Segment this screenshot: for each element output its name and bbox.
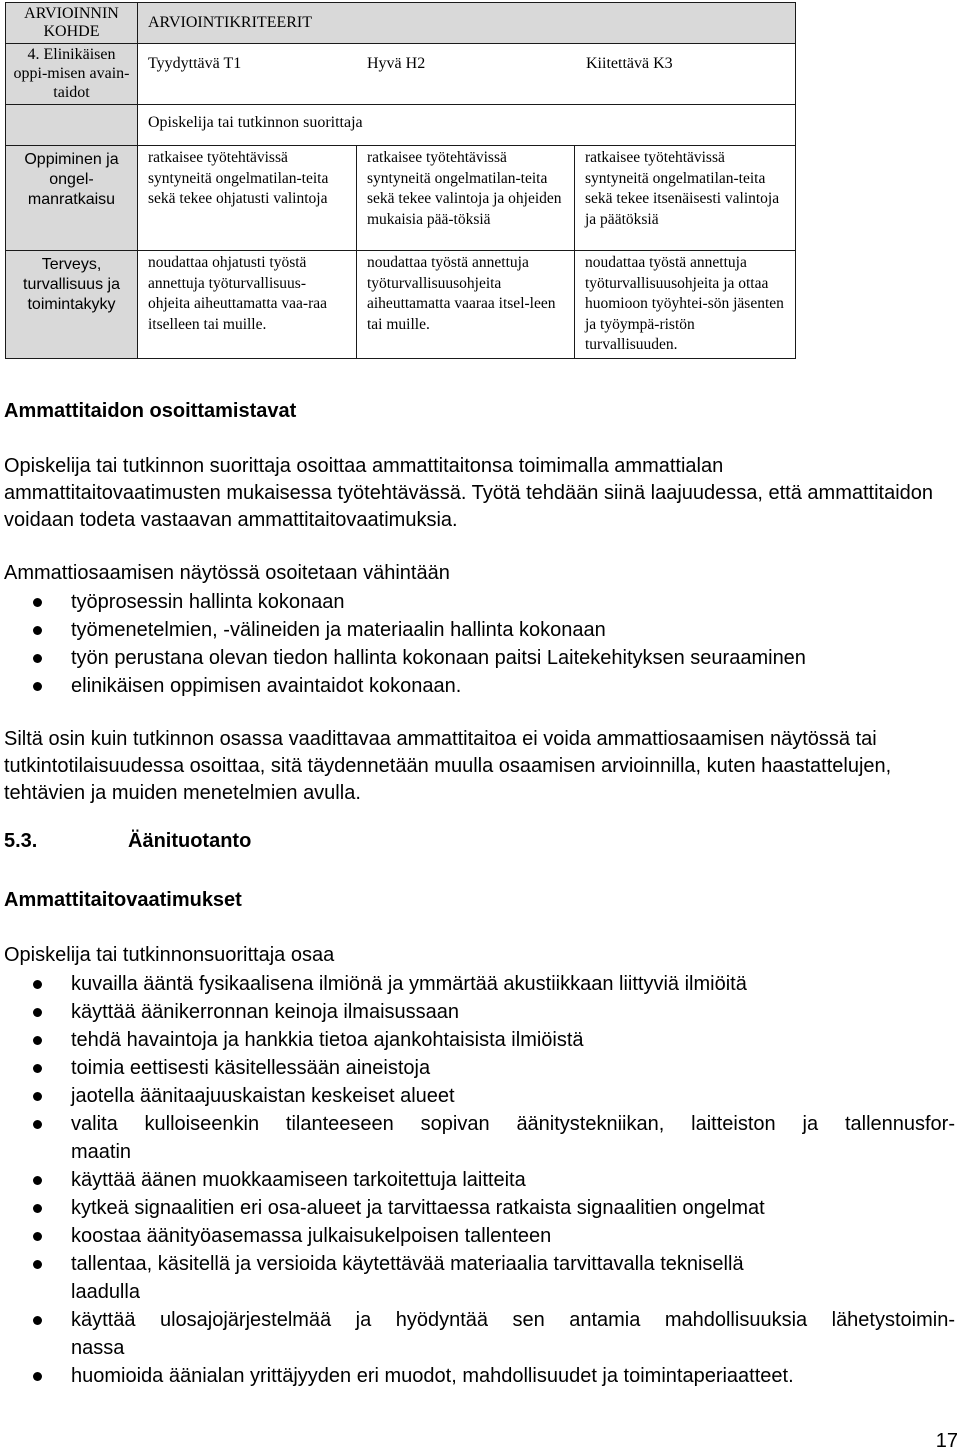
list-item — [0, 1194, 955, 1222]
list-item-text: elinikäisen oppimisen avaintaidot kokonaan. — [71, 675, 462, 697]
section-number: 5.3. — [4, 830, 38, 852]
criterion-text: noudattaa ohjatusti työstä annettuja työturvallisuus-ohjeita aiheuttamatta vaa-raa itselleen tai muille. — [148, 254, 328, 333]
bullet-icon — [33, 682, 42, 691]
bullet-icon — [33, 1372, 42, 1381]
bullet-icon — [33, 1232, 42, 1241]
naytto-list — [0, 588, 955, 700]
list-item-text: huomioida äänialan yrittäjyyden eri muodot, mahdollisuudet ja toimintaperiaatteet. — [71, 1365, 794, 1387]
list-item — [0, 1082, 955, 1110]
list-item-text: valita kulloiseenkin tilanteeseen sopivan äänitystekniikan, laitteiston ja tallennusfor- — [71, 1113, 955, 1135]
list-item-text: kuvailla ääntä fysikaalisena ilmiönä ja ymmärtää akustiikkaan liittyviä ilmiöitä — [71, 973, 747, 995]
bullet-icon — [33, 654, 42, 663]
empty-label-cell — [6, 105, 138, 146]
row-label-text: Terveys, turvallisuus ja toimintakyky — [23, 256, 120, 313]
row1-h2 — [357, 146, 575, 251]
list-item-text: kytkeä signaalitien eri osa-alueet ja tarvittaessa ratkaista signaalitien ongelmat — [71, 1197, 765, 1219]
bullet-icon — [33, 1092, 42, 1101]
list-item-text-continued: nassa — [71, 1337, 125, 1359]
list-item-text: työmenetelmien, -välineiden ja materiaalin hallinta kokonaan — [71, 619, 606, 641]
list-item — [0, 1026, 955, 1054]
bullet-icon — [33, 1064, 42, 1073]
corner-label-cell — [6, 3, 138, 44]
list-item — [0, 1054, 955, 1082]
criterion-text: noudattaa työstä annettuja työturvallisuusohjeita ja ottaa huomioon työyhtei-sön jäsenten ja työympä-ristön turvallisuuden. — [585, 254, 784, 353]
bullet-icon — [33, 1260, 42, 1269]
criteria-table — [5, 2, 796, 359]
criterion-text: ratkaisee työtehtävissä syntyneitä ongelmatilan-teita sekä tekee itsenäisesti valintoja ja päätöksiä — [585, 149, 780, 228]
list-item-text: työn perustana olevan tiedon hallinta kokonaan paitsi Laitekehityksen seuraaminen — [71, 647, 806, 669]
bullet-icon — [33, 980, 42, 989]
criteria-header-cell — [138, 3, 796, 44]
bullet-icon — [33, 598, 42, 607]
levels-row — [138, 44, 796, 105]
bullet-icon — [33, 1008, 42, 1017]
row2-k3 — [575, 251, 796, 359]
list-item-text: jaotella äänitaajuuskaistan keskeiset alueet — [71, 1085, 455, 1107]
corner-label: ARVIOINNIN KOHDE — [24, 5, 119, 40]
bullet-icon — [33, 1036, 42, 1045]
bullet-icon — [33, 1316, 42, 1325]
row1-k3 — [575, 146, 796, 251]
level-k3: Kiitettävä K3 — [586, 55, 673, 72]
list-item-text: koostaa äänityöasemassa julkaisukelpoisen tallenteen — [71, 1225, 552, 1247]
page-number: 17 — [935, 1430, 958, 1452]
subject-label-cell — [138, 105, 796, 146]
list-item-text-continued: laadulla — [71, 1281, 140, 1303]
list-item — [0, 1250, 955, 1306]
list-item-text: työprosessin hallinta kokonaan — [71, 591, 345, 613]
vaatimukset-intro: Opiskelija tai tutkinnonsuorittaja osaa — [4, 944, 335, 966]
list-item-text: käyttää ulosajojärjestelmää ja hyödyntää sen antamia mahdollisuuksia lähetystoimin- — [71, 1309, 955, 1331]
list-item — [0, 1222, 955, 1250]
list-item — [0, 588, 955, 616]
row-label-oppiminen — [6, 146, 138, 251]
row1-t1 — [138, 146, 357, 251]
row-label-terveys — [6, 251, 138, 359]
section-label-cell — [6, 44, 138, 105]
list-item-text: tehdä havaintoja ja hankkia tietoa ajankohtaisista ilmiöistä — [71, 1029, 584, 1051]
list-item — [0, 616, 955, 644]
bullet-icon — [33, 1204, 42, 1213]
row-label-text: Oppiminen ja ongel-manratkaisu — [24, 151, 119, 208]
osoittamistavat-heading: Ammattitaidon osoittamistavat — [4, 400, 297, 422]
level-h2: Hyvä H2 — [367, 55, 426, 72]
section-name: Äänituotanto — [128, 830, 252, 852]
list-item — [0, 970, 955, 998]
osoittamistavat-paragraph: Opiskelija tai tutkinnon suorittaja osoittaa ammattitaitonsa toimimalla ammattialan ammattitaitovaatimusten mukaisessa työtehtävässä. Työtä tehdään siinä laajuudessa, että ammattitaidon voidaan todeta vastaavan ammattitaitovaatimuksia. — [4, 455, 934, 531]
list-item — [0, 1110, 955, 1166]
bullet-icon — [33, 1120, 42, 1129]
list-item — [0, 1166, 955, 1194]
list-item — [0, 998, 955, 1026]
list-item — [0, 1306, 955, 1362]
naytto-intro: Ammattiosaamisen näytössä osoitetaan vähintään — [4, 562, 450, 584]
list-item-text: toimia eettisesti käsitellessään aineistoja — [71, 1057, 431, 1079]
criteria-header: ARVIOINTIKRITEERIT — [148, 14, 313, 31]
vaatimukset-list — [0, 970, 955, 1390]
row2-h2 — [357, 251, 575, 359]
criterion-text: ratkaisee työtehtävissä syntyneitä ongelmatilan-teita sekä tekee valintoja ja ohjeiden mukaisia pää-töksiä — [367, 149, 562, 228]
closing-paragraph: Siltä osin kuin tutkinnon osassa vaadittavaa ammattitaitoa ei voida ammattiosaamisen näytössä tai tutkintotilaisuudessa osoittaa, sitä täydennetään muulla osaamisen arvioinnilla, kuten haastattelujen, tehtävien ja muiden menetelmien avulla. — [4, 728, 892, 804]
list-item — [0, 644, 955, 672]
criterion-text: ratkaisee työtehtävissä syntyneitä ongelmatilan-teita sekä tekee ohjatusti valintoja — [148, 149, 329, 207]
list-item — [0, 672, 955, 700]
bullet-icon — [33, 626, 42, 635]
subject-label: Opiskelija tai tutkinnon suorittaja — [148, 114, 363, 131]
section-label: 4. Elinikäisen oppi-misen avain-taidot — [13, 46, 130, 101]
vaatimukset-heading: Ammattitaitovaatimukset — [4, 889, 242, 911]
row2-t1 — [138, 251, 357, 359]
level-t1: Tyydyttävä T1 — [148, 55, 242, 72]
list-item-text-continued: maatin — [71, 1141, 132, 1163]
list-item — [0, 1362, 955, 1390]
bullet-icon — [33, 1176, 42, 1185]
list-item-text: käyttää äänikerronnan keinoja ilmaisussaan — [71, 1001, 460, 1023]
criterion-text: noudattaa työstä annettuja työturvallisuusohjeita aiheuttamatta vaaraa itsel-leen tai muille. — [367, 254, 556, 333]
section-title — [4, 828, 252, 855]
list-item-text: käyttää äänen muokkaamiseen tarkoitettuja laitteita — [71, 1169, 526, 1191]
list-item-text: tallentaa, käsitellä ja versioida käytettävää materiaalia tarvittavalla teknisellä — [71, 1253, 744, 1275]
